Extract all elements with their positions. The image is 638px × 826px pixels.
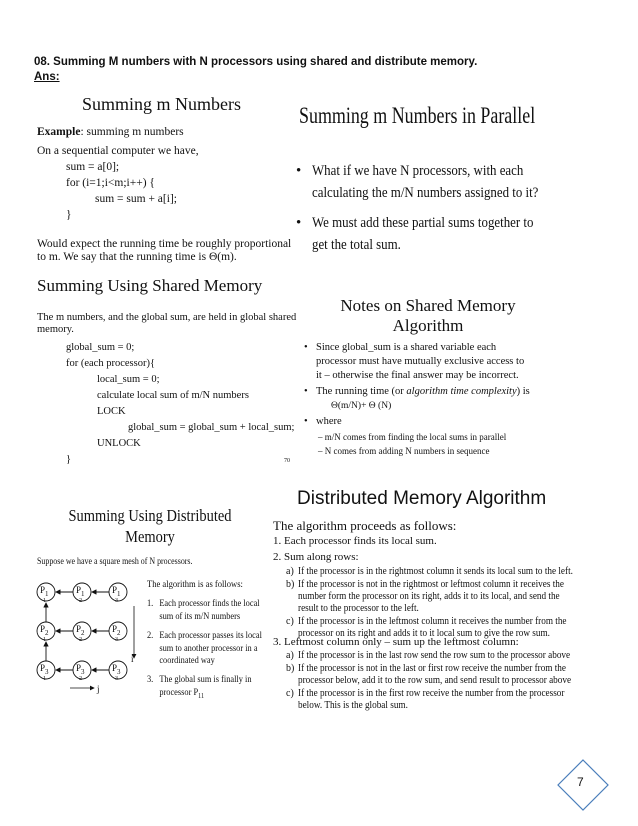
node-sub-22: 2 <box>79 637 82 643</box>
question-heading: 08. Summing M numbers with N processors using shared and distribute memory. <box>34 56 478 68</box>
item-marker: c) <box>286 688 294 699</box>
slide3-code-line: LOCK <box>97 406 126 417</box>
node-label-13: $P_1$ <box>112 585 121 598</box>
slide3-code-line: } <box>66 454 72 465</box>
bullet-icon: • <box>296 163 302 179</box>
dash-icon: – <box>318 432 325 442</box>
item-line: If the processor is not in the last or first row receive the number from the <box>298 663 567 674</box>
item-line: processor on its right and adds it to it local sum to give the row sum. <box>298 628 550 639</box>
bullet-icon: • <box>304 342 308 353</box>
slide4-title-line: Notes on Shared Memory <box>340 296 516 315</box>
bullet-line: We must add these partial sums together to <box>312 215 534 231</box>
bullet-text: where <box>316 416 342 427</box>
node-sub-21: 1 <box>43 637 46 643</box>
step-line: The global sum is finally in <box>159 675 252 685</box>
slide1-intro: On a sequential computer we have, <box>37 145 199 157</box>
slide1-code-line: for (i=1;i<m;i++) { <box>66 177 155 189</box>
item-marker: b) <box>286 579 295 590</box>
axis-i-label: i <box>131 654 134 664</box>
node-sub-33: 3 <box>115 676 118 682</box>
item-line: If the processor is in the first row receive the number from the processor <box>298 688 565 699</box>
node-label-32: $P_3$ <box>76 663 85 676</box>
bullet-line: calculating the m/N numbers assigned to it? <box>312 185 539 201</box>
step-number: 1. <box>147 599 154 609</box>
item-marker: c) <box>286 616 294 627</box>
sub-item-text: N comes from adding N numbers in sequence <box>324 446 490 456</box>
slide3-code-line: for (each processor){ <box>66 358 155 369</box>
node-label-31: $P_3$ <box>40 663 49 676</box>
slide4-bullet <box>304 385 564 399</box>
item-line: If the processor is in the last row send the row sum to the processor above <box>298 650 571 661</box>
slide4-complexity: Θ(m/N)+ Θ (N) <box>331 401 392 411</box>
list-item <box>286 688 596 712</box>
slide4-title-line: Algorithm <box>392 316 464 335</box>
item-marker: a) <box>286 566 294 577</box>
slide3-code-line: local_sum = 0; <box>97 374 160 385</box>
slide4-sub-items <box>318 430 506 458</box>
slide6-step3: 3. Leftmost column only – sum up the leftmost column: <box>273 636 519 648</box>
node-sub-12: 2 <box>79 598 82 604</box>
step-number: 3. <box>147 675 154 685</box>
slide3-intro: The m numbers, and the global sum, are held in global shared <box>37 312 297 323</box>
item-line: number form the processor on its right, adds it to its local, and send the <box>298 591 560 602</box>
slide5-title-line: Summing Using Distributed <box>68 506 232 525</box>
node-sub-13: 3 <box>115 598 118 604</box>
item-line: If the processor is in the leftmost column it receives the number from the <box>298 616 567 627</box>
bullet-text: The running time (or <box>316 386 407 397</box>
slide6-step2: 2. Sum along rows: <box>273 551 359 563</box>
slide3-intro: memory. <box>37 324 74 335</box>
item-line: below. This is the global sum. <box>298 700 408 711</box>
node-sub-32: 2 <box>79 676 82 682</box>
item-line: If the processor is not in the rightmost or leftmost column it receives the <box>298 579 564 590</box>
slide2-bullet <box>296 160 576 204</box>
slide1-code-line: sum = a[0]; <box>66 161 120 173</box>
item-line: processor below, add it to the row sum, and send result to processor above <box>298 675 572 686</box>
slide4-title <box>318 296 538 336</box>
list-item <box>286 579 596 615</box>
bullet-line: Since global_sum is a shared variable each <box>316 342 497 353</box>
bullet-icon: • <box>304 416 308 427</box>
item-line: result to the processor to the left. <box>298 603 419 614</box>
slide5-title-line: Memory <box>125 527 175 546</box>
slide5-step <box>147 674 252 702</box>
slide3-code-line: global_sum = 0; <box>66 342 135 353</box>
list-item <box>286 650 596 662</box>
slide6-intro: The algorithm proceeds as follows: <box>273 518 457 533</box>
slide4-bullet <box>304 341 564 383</box>
processor-subscript: 11 <box>198 691 205 700</box>
node-label-11: $P_1$ <box>40 585 49 598</box>
slide5-intro: Suppose we have a square mesh of N processors. <box>37 556 193 566</box>
step-number: 2. <box>147 631 154 641</box>
item-marker: a) <box>286 650 294 661</box>
sub-item-text: m/N comes from finding the local sums in parallel <box>324 432 507 442</box>
slide1-code-line: sum = sum + a[i]; <box>95 193 177 205</box>
slide1-conclusion: Would expect the running time be roughly proportional <box>37 238 292 250</box>
bullet-italic: algorithm time complexity <box>406 386 517 397</box>
step-line: coordinated way <box>159 656 215 666</box>
slide3-page-number: 70 <box>284 458 290 464</box>
step-line: sum of its m/N numbers <box>159 611 241 622</box>
bullet-icon: • <box>304 386 308 397</box>
node-label-33: $P_3$ <box>112 663 121 676</box>
slide1-example <box>37 125 184 139</box>
item-line: If the processor is in the rightmost column it sends its local sum to the left. <box>298 566 573 577</box>
slide6-step2-list <box>286 566 596 640</box>
slide3-code-line: calculate local sum of m/N numbers <box>97 390 249 401</box>
node-sub-31: 1 <box>43 676 46 682</box>
step-line: Each processor passes its local <box>159 631 262 641</box>
page-number: 7 <box>577 775 584 789</box>
bullet-line: processor must have mutually exclusive access to <box>316 356 525 367</box>
slide5-algo-title: The algorithm is as follows: <box>147 580 243 590</box>
slide6-step1: 1. Each processor finds its local sum. <box>273 535 437 547</box>
step-line: sum to another processor in a <box>159 643 258 654</box>
slide2-title: Summing m Numbers in Parallel <box>299 103 536 128</box>
slide3-code-line: global_sum = global_sum + local_sum; <box>128 422 295 433</box>
node-sub-11: 1 <box>43 598 46 604</box>
bullet-icon: • <box>296 215 302 231</box>
node-label-23: $P_2$ <box>112 624 121 637</box>
list-item <box>286 663 596 687</box>
node-sub-23: 3 <box>115 637 118 643</box>
example-text: : summing m numbers <box>80 126 184 138</box>
bullet-line: What if we have N processors, with each <box>312 163 524 179</box>
node-label-21: $P_2$ <box>40 624 49 637</box>
sub-item <box>318 430 506 444</box>
list-item <box>286 566 596 578</box>
node-label-22: $P_2$ <box>76 624 85 637</box>
slide5-step <box>147 598 260 623</box>
slide2-bullet <box>296 212 576 256</box>
slide5-step <box>147 630 262 668</box>
dash-icon: – <box>318 446 325 456</box>
example-label: Example <box>37 126 81 138</box>
slide6-step3-list <box>286 650 596 712</box>
axis-j-label: j <box>97 684 100 694</box>
bullet-line: it – otherwise the final answer may be incorrect. <box>316 370 519 381</box>
slide5-title <box>62 505 239 547</box>
slide6-title: Distributed Memory Algorithm <box>297 488 547 509</box>
slide4-bullet <box>304 415 342 429</box>
answer-label: Ans: <box>34 71 60 83</box>
slide1-conclusion: to m. We say that the running time is Θ(m). <box>37 251 237 263</box>
slide3-title: Summing Using Shared Memory <box>37 276 263 295</box>
step-line: Each processor finds the local <box>159 599 260 609</box>
slide1-code-line: } <box>66 209 72 221</box>
bullet-line: get the total sum. <box>312 237 401 253</box>
slide3-code-line: UNLOCK <box>97 438 141 449</box>
bullet-text: ) is <box>516 386 530 397</box>
sub-item <box>318 444 506 458</box>
step-line: processor $P_{11}$ <box>159 687 205 700</box>
item-marker: b) <box>286 663 295 674</box>
slide1-title: Summing m Numbers <box>82 94 242 114</box>
node-label-12: $P_1$ <box>76 585 85 598</box>
